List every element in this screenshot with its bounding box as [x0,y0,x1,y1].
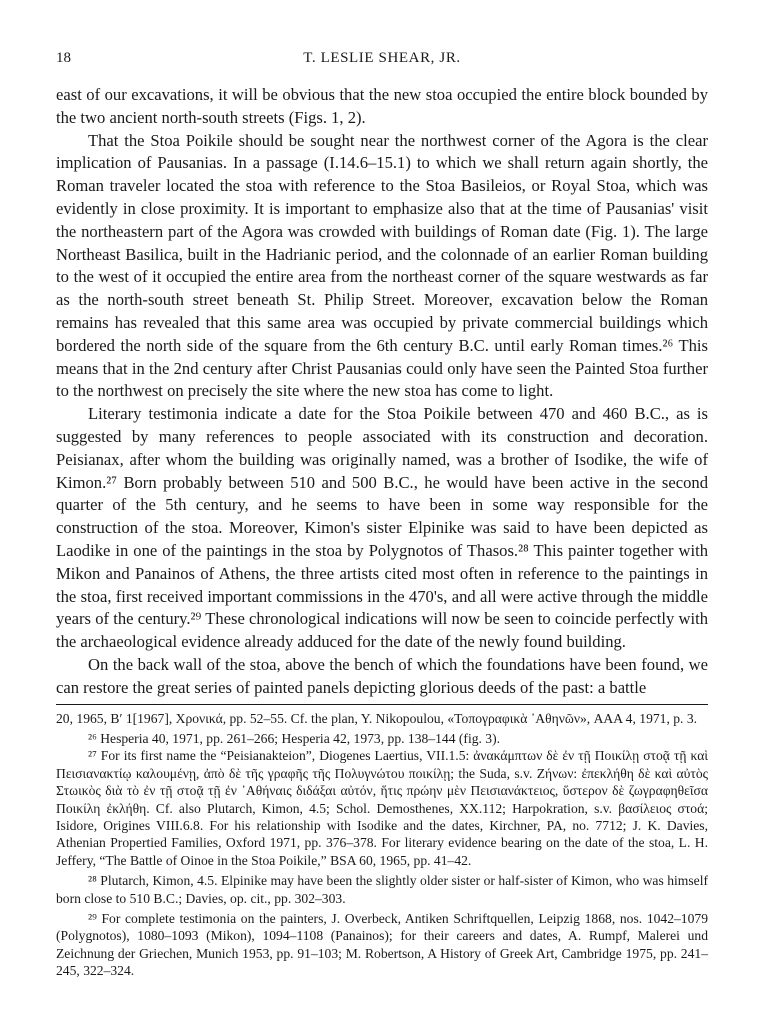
paragraph-stoa-location: That the Stoa Poikile should be sought near the northwest corner of the Agora is the clear implication of Pausanias. In a passage (I.14.6–15.1) to which we shall return again shortly, the Roman traveler located the stoa with reference to the Stoa Basileios, or Royal Stoa, which was evidently in close proximity. It is important to emphasize also that at the time of Pausanias' visit the northeastern part of the Agora was crowded with buildings of Roman date (Fig. 1). The large Northeast Basilica, built in the Hadrianic period, and the colonnade of an earlier Roman building to the west of it occupied the entire area from the northeast corner of the square westwards as far as the north-south street beneath St. Philip Street. Moreover, excavation below the Roman remains has revealed that this same area was occupied by private commercial buildings which bordered the north side of the square from the 6th century B.C. until early Roman times.²⁶ This means that in the 2nd century after Christ Pausanias could only have seen the Painted Stoa further to the northwest on precisely the site where the new stoa has come to light. [56,130,708,401]
page [56,50,708,980]
footnote-rule [56,704,708,705]
footnotes [56,710,708,980]
paragraph-literary-testimonia: Literary testimonia indicate a date for the Stoa Poikile between 470 and 460 B.C., as is suggested by many references to people associated with its construction and decoration. Peisianax, after whom the building was originally named, was a brother of Isodike, the wife of Kimon.²⁷ Born probably between 510 and 500 B.C., he would have been active in the second quarter of the 5th century, and he seems to have been in some way responsible for the construction of the stoa. Moreover, Kimon's sister Elpinike was said to have been depicted as Laodike in one of the paintings in the stoa by Polygnotos of Thasos.²⁸ This painter together with Mikon and Panainos of Athens, the three artists cited most often in reference to the paintings in the stoa, first received important commissions in the 470's, and all were active through the middle years of the century.²⁹ These chronological indications will now be seen to coincide perfectly with the archaeological evidence already adduced for the date of the newly found building. [56,404,708,652]
footnote-29: ²⁹ For complete testimonia on the painters, J. Overbeck, Antiken Schriftquellen, Leipzig 1868, nos. 1042–1079 (Polygnotos), 1080–1093 (Mikon), 1094–1108 (Panainos); for their careers and dates, A. Rumpf, Malerei und Zeichnung der Griechen, Munich 1953, pp. 91–103; M. Robertson, A History of Greek Art, Cambridge 1975, pp. 241–245, 322–324. [56,910,708,979]
footnote-28: ²⁸ Plutarch, Kimon, 4.5. Elpinike may have been the slightly older sister or half-sister of Kimon, who was himself born close to 510 B.C.; Davies, op. cit., pp. 302–303. [56,873,708,906]
page-number: 18 [56,50,71,66]
footnote-27: ²⁷ For its first name the “Peisianakteion”, Diogenes Laertius, VII.1.5: ἀνακάμπτων δὲ ἐν τῇ Ποικίλῃ στοᾷ τῇ καὶ Πεισιανακτίῳ καλουμένῃ, ἀπὸ δὲ τῆς γραφῆς τῆς Πολυγνώτου ποικίλῃ; the Suda, s.v. Ζήνων: ἐπεκλήθη δὲ καὶ αὐτὸς Στωικὸς διὰ τὸ ἐν τῇ στοᾷ τῇ ἐν ᾽Αθήναις διδάξαι αὐτόν, ἥτις πρώην μὲν Πεισιανάκτειος, ὕστερον δὲ ζωγραφηθεῖσα Ποικίλη ἐκλήθη. Cf. also Plutarch, Kimon, 4.5; Schol. Demosthenes, XX.112; Harpokration, s.v. βασίλειος στοά; Isidore, Origines VIII.6.8. For his relationship with Isodike and the dates, Kirchner, PA, no. 7712; J. K. Davies, Athenian Propertied Families, Oxford 1971, pp. 376–378. For literary evidence bearing on the date of the stoa, L. H. Jeffery, “The Battle of Oinoe in the Stoa Poikile,” BSA 60, 1965, pp. 41–42. [56,748,708,868]
footnote-continued: 20, 1965, Β′ 1[1967], Χρονικά, pp. 52–55. Cf. the plan, Y. Nikopoulou, «Τοπογραφικὰ ᾽Αθηνῶν», AAA 4, 1971, p. 3. [56,710,698,726]
paragraph-continued: east of our excavations, it will be obvious that the new stoa occupied the entire block bounded by the two ancient north-south streets (Figs. 1, 2). [56,85,708,127]
paragraph-back-wall: On the back wall of the stoa, above the bench of which the foundations have been found, we can restore the great series of painted panels depicting glorious deeds of the past: a battle [56,654,708,697]
body-text [56,84,708,700]
footnote-26: ²⁶ Hesperia 40, 1971, pp. 261–266; Hesperia 42, 1973, pp. 138–144 (fig. 3). [88,730,501,746]
running-head: T. LESLIE SHEAR, JR. [303,50,461,66]
page-header [56,50,708,72]
